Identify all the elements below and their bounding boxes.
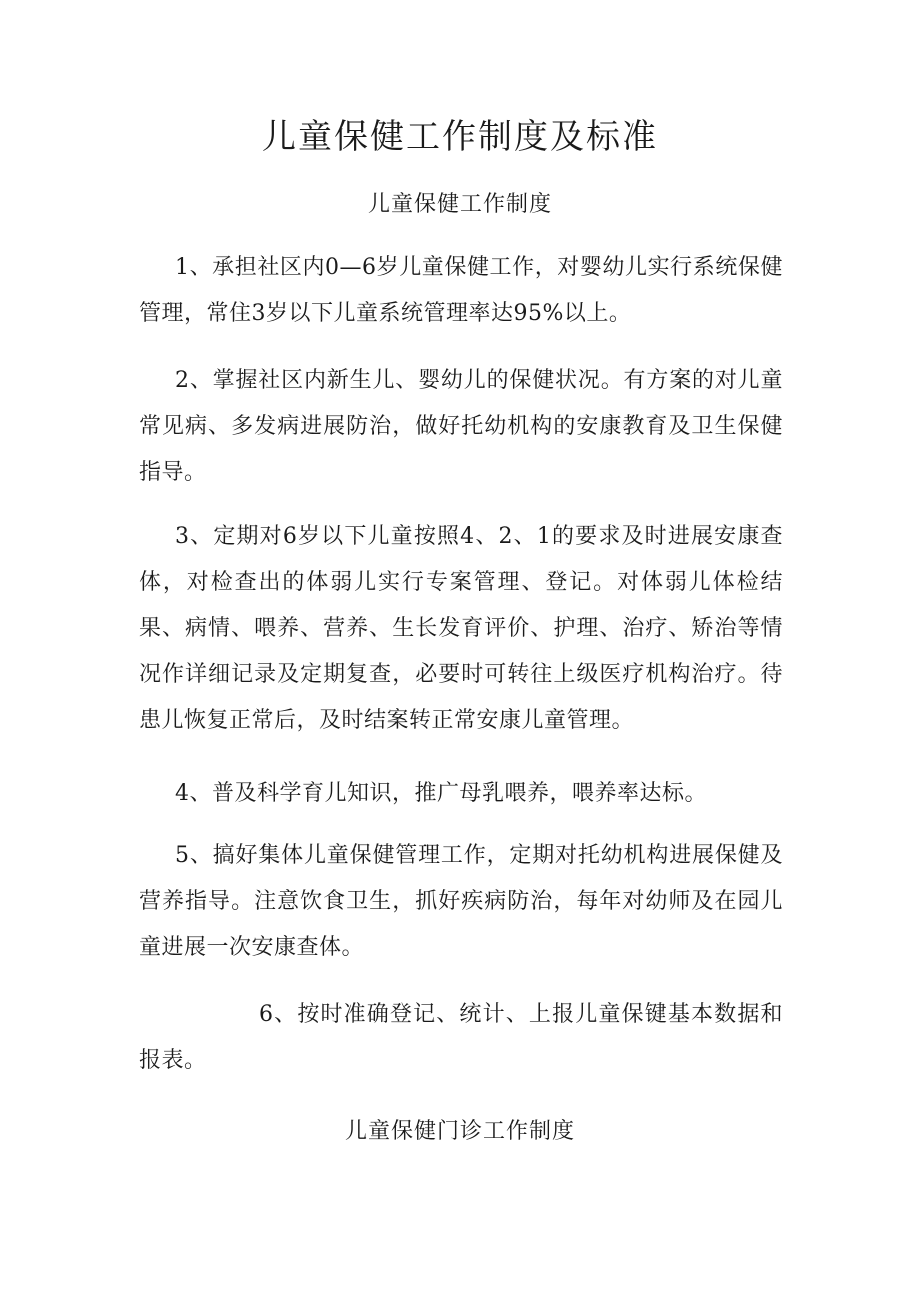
paragraph-6: 6、按时准确登记、统计、上报儿童保键基本数据和报表。	[139, 1002, 783, 1073]
section-heading-child-health-work-rules: 儿童保健工作制度	[367, 192, 552, 217]
section-heading-clinic-work-rules: 儿童保健门诊工作制度	[344, 1119, 575, 1144]
paragraph-4: 4、普及科学育儿知识，推广母乳喂养，喂养率达标。	[175, 781, 707, 806]
document-title: 儿童保健工作制度及标准	[262, 117, 658, 157]
paragraph-5: 5、搞好集体儿童保健管理工作，定期对托幼机构进展保健及营养指导。注意饮食卫生，抓好疾病防治，每年对幼师及在园儿童进展一次安康查体。	[139, 843, 783, 960]
paragraph-2: 2、掌握社区内新生儿、婴幼儿的保健状况。有方案的对儿童常见病、多发病进展防治，做好托幼机构的安康教育及卫生保健指导。	[139, 368, 783, 485]
paragraph-1: 1、承担社区内0—6岁儿童保健工作，对婴幼儿实行系统保健管理，常住3岁以下儿童系统管理率达95%以上。	[139, 255, 783, 326]
paragraph-3: 3、定期对6岁以下儿童按照4、2、1的要求及时进展安康查体，对检查出的体弱儿实行专案管理、登记。对体弱儿体检结果、病情、喂养、营养、生长发育评价、护理、治疗、矫治等情况作详细记录及定期复查，必要时可转往上级医疗机构治疗。待患儿恢复正常后，及时结案转正常安康儿童管理。	[139, 524, 783, 733]
